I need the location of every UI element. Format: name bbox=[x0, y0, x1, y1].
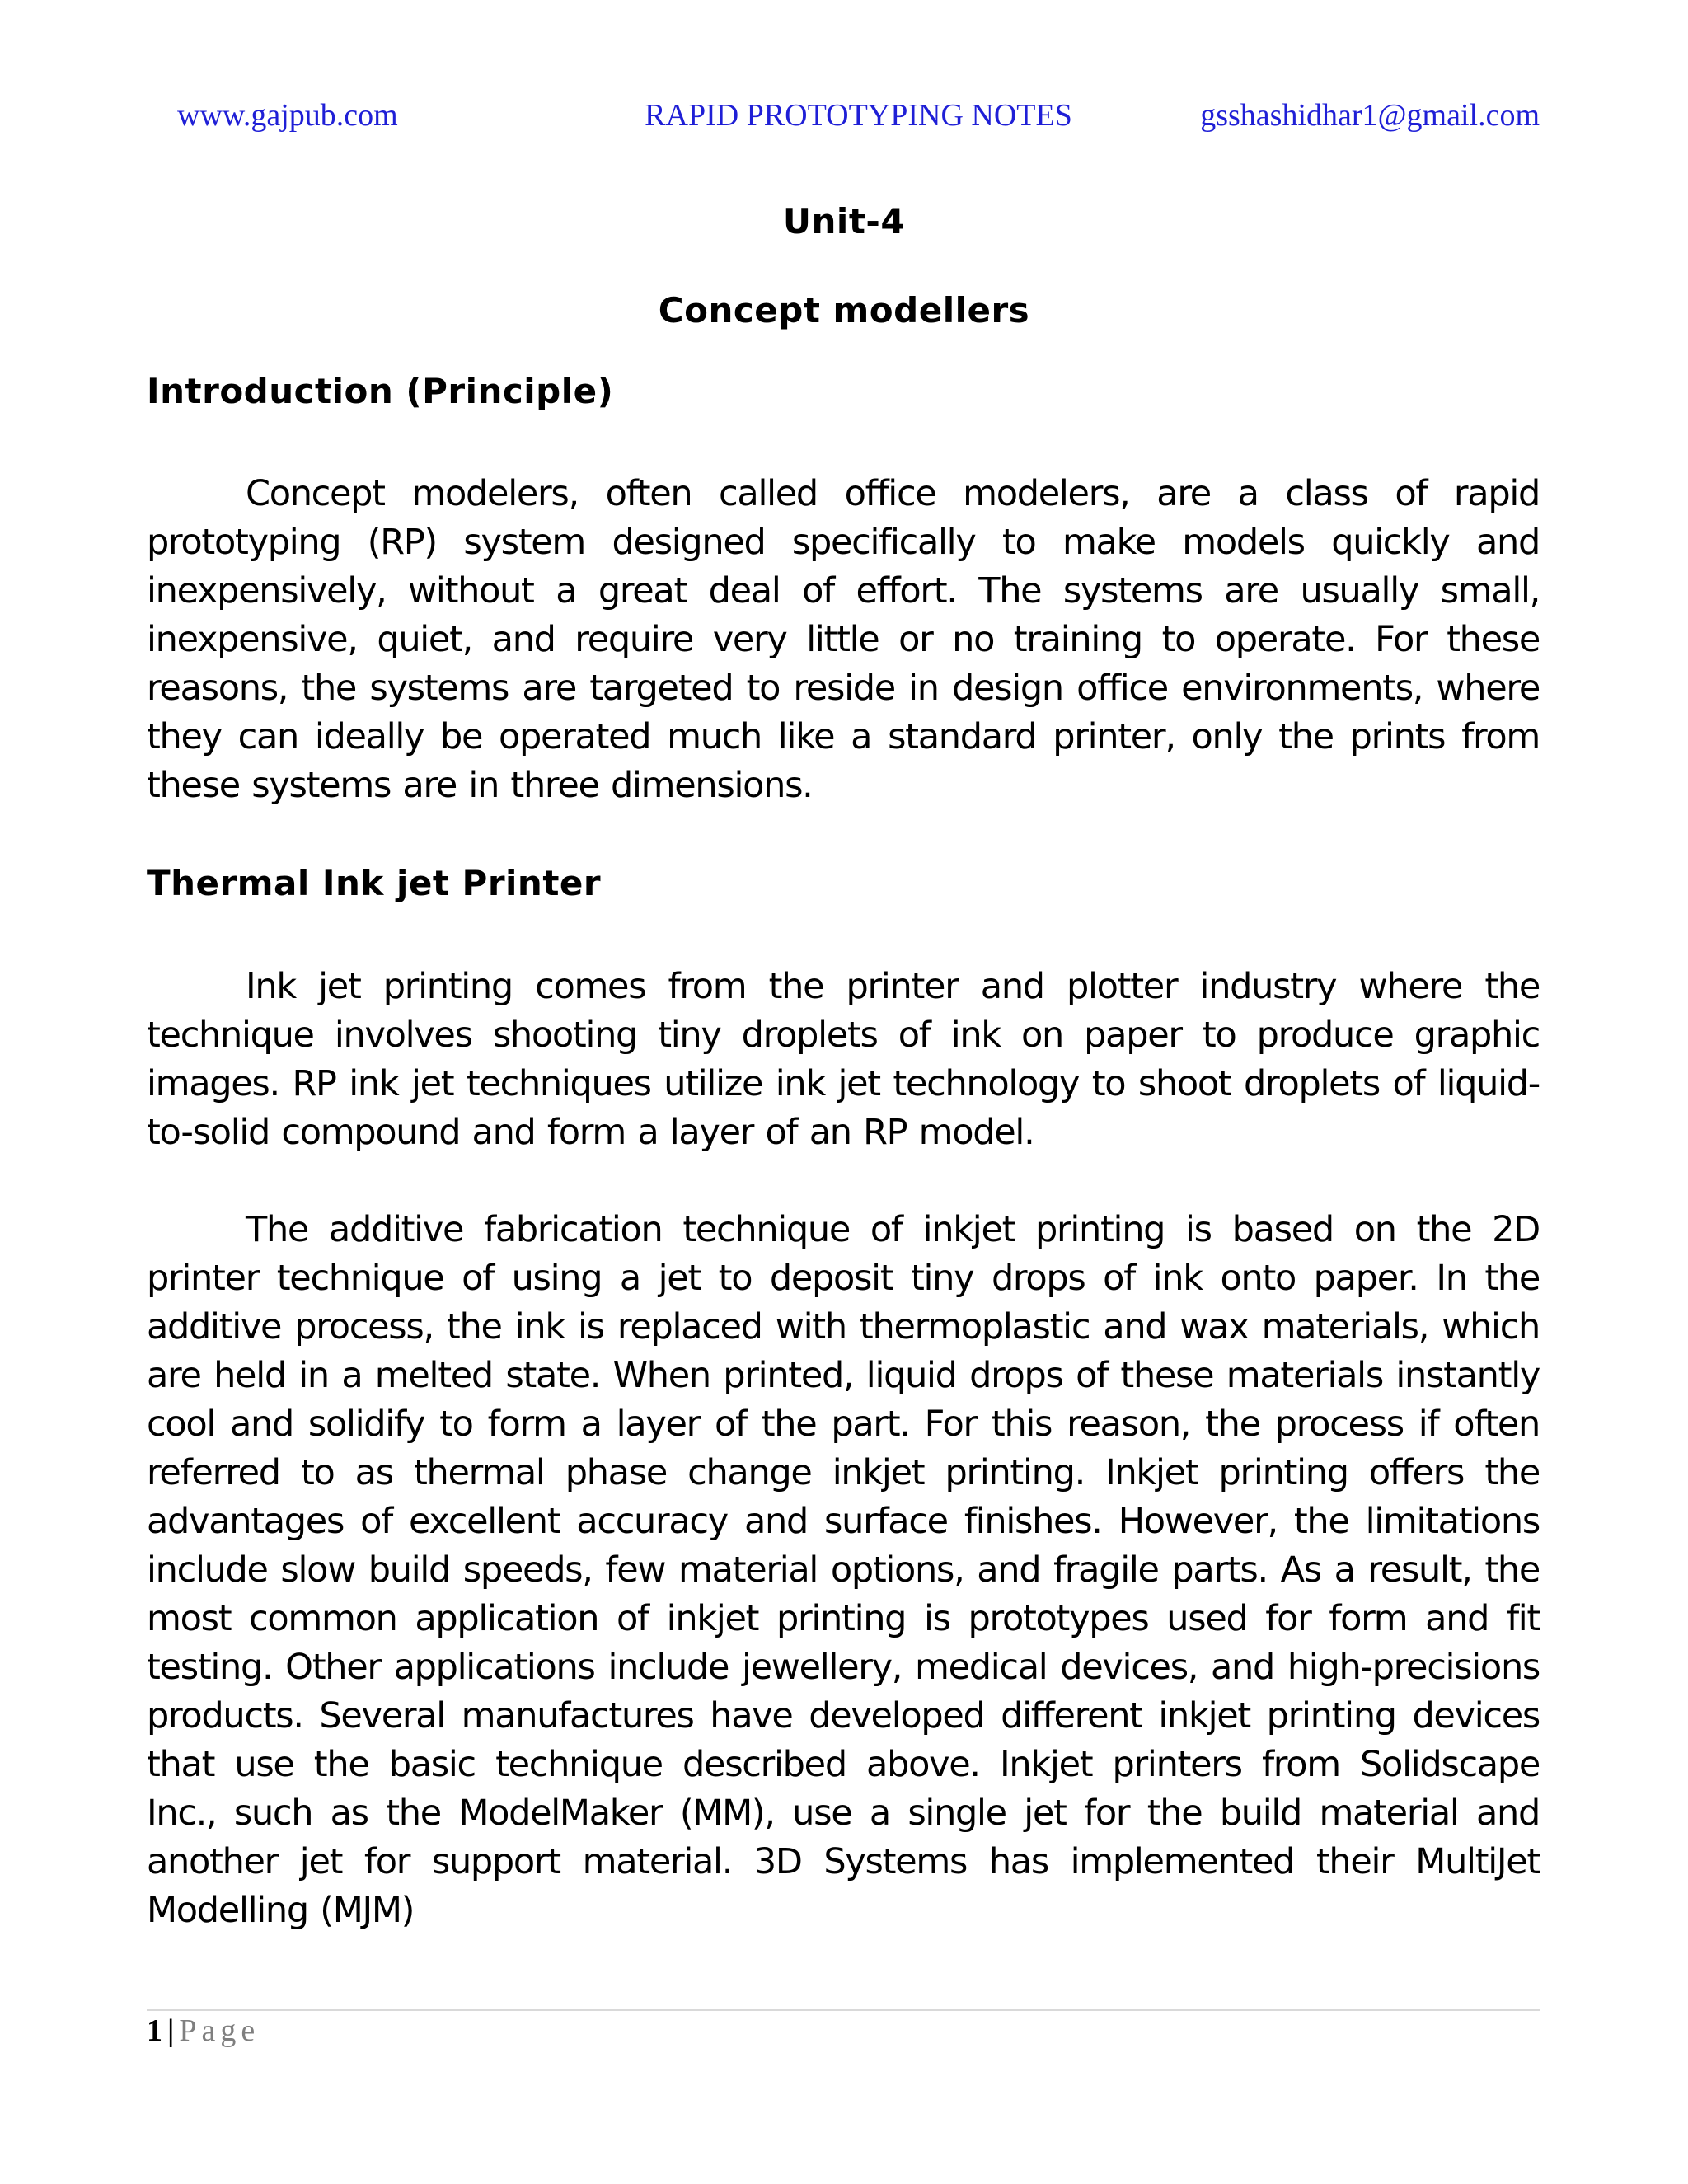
page-header bbox=[177, 97, 1540, 138]
chapter-title: Concept modellers bbox=[658, 290, 1030, 330]
page-footer bbox=[147, 2013, 260, 2049]
header-website: www.gajpub.com bbox=[177, 98, 398, 133]
footer-divider bbox=[147, 2009, 1540, 2011]
paragraph-inkjet-origin: Ink jet printing comes from the printer and plotter industry where the technique involves shooting tiny droplets of ink on paper to produce graphic images. RP ink jet techniques utilize ink jet technology to shoot droplets of liquid-to-solid compound and form a layer of an RP model. bbox=[147, 966, 1540, 1153]
header-title: RAPID PROTOTYPING NOTES bbox=[645, 98, 1072, 133]
page-separator: | bbox=[167, 2013, 175, 2048]
header-email: gsshashidhar1@gmail.com bbox=[1200, 98, 1540, 133]
paragraph-additive-fabrication: The additive fabrication technique of inkjet printing is based on the 2D printer technique of using a jet to deposit tiny drops of ink onto paper. In the additive process, the ink is replaced with thermoplastic and wax materials, which are held in a melted state. When printed, liquid drops of these materials instantly cool and solidify to form a layer of the part. For this reason, the process if often referred to as thermal phase change inkjet printing. Inkjet printing offers the advantages of excellent accuracy and surface finishes. However, the limitations include slow build speeds, few material options, and fragile parts. As a result, the most common application of inkjet printing is prototypes used for form and fit testing. Other applications include jewellery, medical devices, and high-precisions products. Several manufactures have developed different inkjet printing devices that use the basic technique described above. Inkjet printers from Solidscape Inc., such as the ModelMaker (MM), use a single jet for the build material and another jet for support material. 3D Systems has implemented their MultiJet Modelling (MJM) bbox=[147, 1209, 1540, 1931]
section-heading-thermal-inkjet: Thermal Ink jet Printer bbox=[147, 863, 602, 903]
paragraph-introduction: Concept modelers, often called office modelers, are a class of rapid prototyping (RP) system designed specifically to make models quickly and inexpensively, without a great deal of effort. The systems are usually small, inexpensive, quiet, and require very little or no training to operate. For these reasons, the systems are targeted to reside in design office environments, where they can ideally be operated much like a standard printer, only the prints from these systems are in three dimensions. bbox=[147, 473, 1540, 806]
unit-title: Unit-4 bbox=[782, 201, 906, 241]
section-heading-introduction: Introduction (Principle) bbox=[147, 371, 614, 411]
page-number: 1 bbox=[147, 2013, 162, 2048]
page-label: Page bbox=[179, 2013, 260, 2048]
